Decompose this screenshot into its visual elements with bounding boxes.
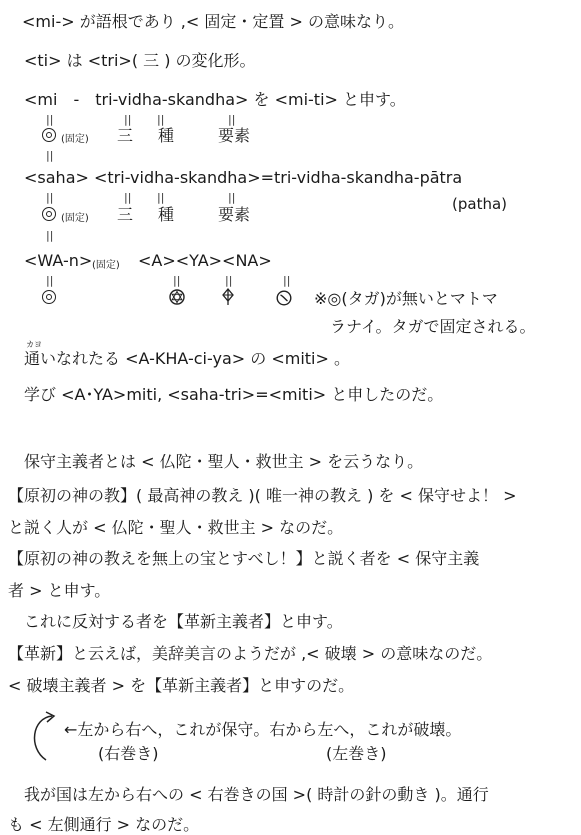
equals-mark: || xyxy=(228,191,236,204)
line-kayoi: 通いなれたる <A-KHA-ci-ya> の <miti> 。 xyxy=(24,349,350,368)
san-label: 三 xyxy=(117,126,134,145)
equals-mark: || xyxy=(228,113,236,126)
equals-mark: || xyxy=(46,149,54,162)
line-miroot: <mi-> が語根であり ,< 固定・定置 > の意味なり。 xyxy=(22,12,404,31)
yoso-label: 要素 xyxy=(218,126,251,145)
equals-mark: || xyxy=(157,191,165,204)
kotei-label: (固定) xyxy=(92,260,120,271)
kotei-label: (固定) xyxy=(61,134,89,145)
line-mitri: <mi - tri-vidha-skandha> を <mi-ti> と申す。 xyxy=(24,90,406,109)
yoso-label: 要素 xyxy=(218,205,251,224)
line-ti: <ti> は <tri>( 三 ) の変化形。 xyxy=(24,51,256,70)
para-takara-cont: 者 > と申す。 xyxy=(8,581,111,600)
ruby-kayo: カヨ xyxy=(26,340,42,349)
line-manabi: 学び <A･YA>miti, <saha-tri>=<miti> と申したのだ。 xyxy=(24,385,444,404)
double-circle-icon xyxy=(42,290,56,304)
double-circle-icon xyxy=(42,128,56,142)
right-turn-label: (右巻き) xyxy=(98,744,159,763)
arc-arrow-icon xyxy=(26,712,56,764)
san-label: 三 xyxy=(117,205,134,224)
equals-mark: || xyxy=(46,191,54,204)
para-kakushin: 【革新】と云えば，美辞美言のようだが ,< 破壊 > の意味なのだ。 xyxy=(8,644,493,663)
equals-mark: || xyxy=(283,274,291,287)
kotei-label: (固定) xyxy=(61,213,89,224)
para-tsuko: も < 左側通行 > なのだ。 xyxy=(8,815,200,834)
ayana-label: <A><YA><NA> xyxy=(138,251,272,270)
para-hantai: これに反対する者を【革新主義者】と申す。 xyxy=(24,612,343,631)
double-circle-icon xyxy=(42,207,56,221)
direction-note: ←左から右へ，これが保守。右から左へ，これが破壊。 xyxy=(64,720,462,739)
wan-label: <WA-n> xyxy=(24,251,93,270)
shu-label: 種 xyxy=(158,205,175,224)
equals-mark: || xyxy=(46,274,54,287)
slashed-circle-icon xyxy=(276,290,292,306)
shu-label: 種 xyxy=(158,126,175,145)
para-genso-cont: と説く人が < 仏陀・聖人・救世主 > なのだ。 xyxy=(8,518,344,537)
tag-note: ※◎(タガ)が無いとマトマ xyxy=(314,289,498,308)
equals-mark: || xyxy=(157,113,165,126)
equals-mark: || xyxy=(173,274,181,287)
equals-mark: || xyxy=(124,191,132,204)
hexagram-circle-icon xyxy=(169,289,185,305)
para-takara: 【原初の神の教えを無上の宝とすべし！】と説く者を < 保守主義 xyxy=(8,549,480,568)
equals-mark: || xyxy=(124,113,132,126)
left-turn-label: (左巻き) xyxy=(326,744,387,763)
patha-label: (patha) xyxy=(452,195,507,213)
equals-mark: || xyxy=(225,274,233,287)
line-saha: <saha> <tri-vidha-skandha>=tri-vidha-skandha-pātra xyxy=(24,168,463,187)
para-hoshu: 保守主義者とは < 仏陀・聖人・救世主 > を云うなり。 xyxy=(24,452,424,471)
para-hakai: < 破壊主義者 > を【革新主義者】と申すのだ。 xyxy=(8,676,355,695)
equals-mark: || xyxy=(46,113,54,126)
para-genso: 【原初の神の教】( 最高神の教え )( 唯一神の教え ) を < 保守せよ！ > xyxy=(8,486,517,505)
para-wagakuni: 我が国は左から右への < 右巻きの国 >( 時計の針の動き )。通行 xyxy=(24,785,489,804)
tag-note-cont: ラナイ。タガで固定される。 xyxy=(330,317,536,336)
diamond-arrow-icon xyxy=(222,288,234,306)
equals-mark: || xyxy=(46,229,54,242)
